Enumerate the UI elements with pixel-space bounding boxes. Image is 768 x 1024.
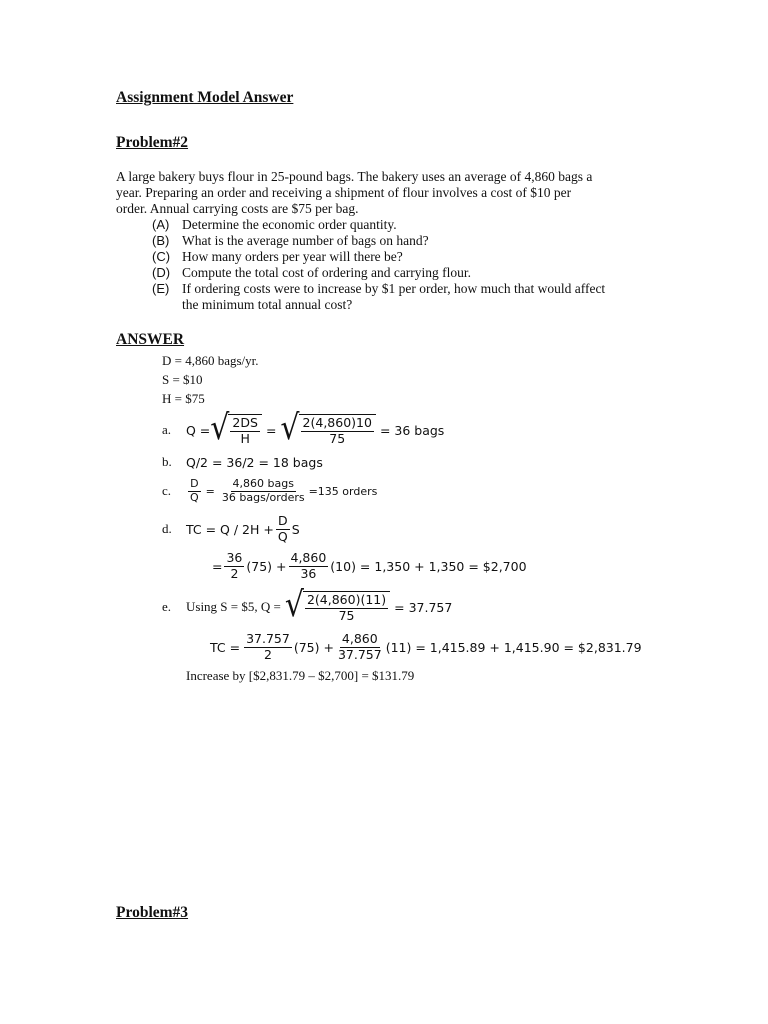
answer-e-increase: Increase by [$2,831.79 – $2,700] = $131.79 [186,668,415,683]
question-c [152,249,403,265]
question-text: Determine the economic order quantity. [182,217,397,232]
answer-a-result: = 36 bags [379,422,445,438]
answer-d-calculation [212,548,527,584]
answer-label: e. [162,599,172,614]
answer-e-part: (75) + [293,639,334,655]
fraction-denominator: 36 [300,565,317,581]
fraction-denominator: H [240,430,250,446]
fraction-numerator: 4,860 [341,631,378,647]
fraction-denominator: 75 [338,607,355,623]
fraction-denominator: 2 [230,565,239,581]
radical-icon: √ [284,585,304,626]
problem-3-heading: Problem#3 [116,904,189,921]
answer-d-lhs: TC = Q / 2H + [186,521,274,537]
fraction-numerator: 2DS [232,415,258,431]
question-letter: (C) [152,249,171,264]
answer-heading: ANSWER [116,331,185,348]
answer-d-result: (10) = 1,350 + 1,350 = $2,700 [330,558,527,574]
question-text: If ordering costs were to increase by $1 per order, how much that would affect [182,281,606,296]
paragraph-line: order. Annual carrying costs are $75 per bag. [116,201,359,216]
sqrt-eoq-values [280,408,376,449]
given-holding-cost: H = $75 [162,391,205,406]
equals-sign: = [205,484,215,498]
problem-2-heading: Problem#2 [116,134,189,151]
question-e-continued: the minimum total annual cost? [182,297,353,312]
question-a [152,217,397,233]
paragraph-line: A large bakery buys flour in 25-pound bags. The bakery uses an average of 4,860 bags a [116,169,593,184]
radical-icon: √ [280,408,300,449]
question-text: Compute the total cost of ordering and carrying flour. [182,265,472,280]
question-letter: (A) [152,217,170,232]
fraction-numerator: 2(4,860)(11) [306,592,387,608]
page-title: Assignment Model Answer [116,89,294,106]
fraction-denominator: 2 [263,646,272,662]
answer-b [162,454,323,470]
answer-e-tc-lhs: TC = [210,639,241,655]
fraction-denominator: Q [190,490,199,504]
given-ordering-cost: S = $10 [162,372,203,387]
fraction-denominator: Q [277,528,288,544]
answer-b-text: Q/2 = 36/2 = 18 bags [186,454,323,470]
answer-label: b. [162,454,172,469]
fraction-numerator: 2(4,860)10 [302,415,372,431]
question-letter: (B) [152,233,170,248]
answer-label: c. [162,483,172,498]
question-e [152,281,605,297]
answer-e-tc-result: (11) = 1,415.89 + 1,415.90 = $2,831.79 [385,639,642,655]
answer-d [162,512,300,546]
radical-icon: √ [210,408,230,449]
answer-a-lhs: Q = [186,422,211,438]
paragraph-line: year. Preparing an order and receiving a shipment of flour involves a cost of $10 per [116,185,572,200]
question-letter: (E) [152,281,170,296]
sqrt-eoq-new [284,585,390,626]
sqrt-eoq-formula [210,408,262,449]
answer-c-result: =135 orders [308,484,378,498]
given-demand: D = 4,860 bags/yr. [162,353,259,368]
answer-label: d. [162,521,172,536]
answer-e-total-cost [210,628,642,666]
fraction-numerator: 36 [226,550,243,566]
question-letter: (D) [152,265,171,280]
fraction-numerator: 37.757 [246,631,290,647]
answer-e [162,585,453,626]
answer-a [162,410,444,450]
equals-sign: = [212,558,223,574]
answer-e-result: = 37.757 [394,599,453,615]
answer-c [162,474,377,508]
fraction-denominator: 37.757 [337,646,382,662]
answer-d-tail: S [291,521,300,537]
fraction-numerator: 4,860 [290,550,327,566]
fraction-denominator: 75 [329,430,346,446]
question-text: How many orders per year will there be? [182,249,403,264]
question-text: What is the average number of bags on hand? [182,233,429,248]
answer-d-part: (75) + [246,558,287,574]
fraction-denominator: 36 bags/orders [221,490,305,504]
question-b [152,233,429,249]
fraction-numerator: D [190,476,199,490]
problem-2-paragraph [116,169,653,217]
fraction-numerator: D [277,513,288,529]
answer-label: a. [162,422,172,437]
fraction-numerator: 4,860 bags [232,476,294,490]
question-d [152,265,471,281]
equals-sign: = [265,422,277,438]
answer-e-intro: Using S = $5, Q = [186,599,281,614]
